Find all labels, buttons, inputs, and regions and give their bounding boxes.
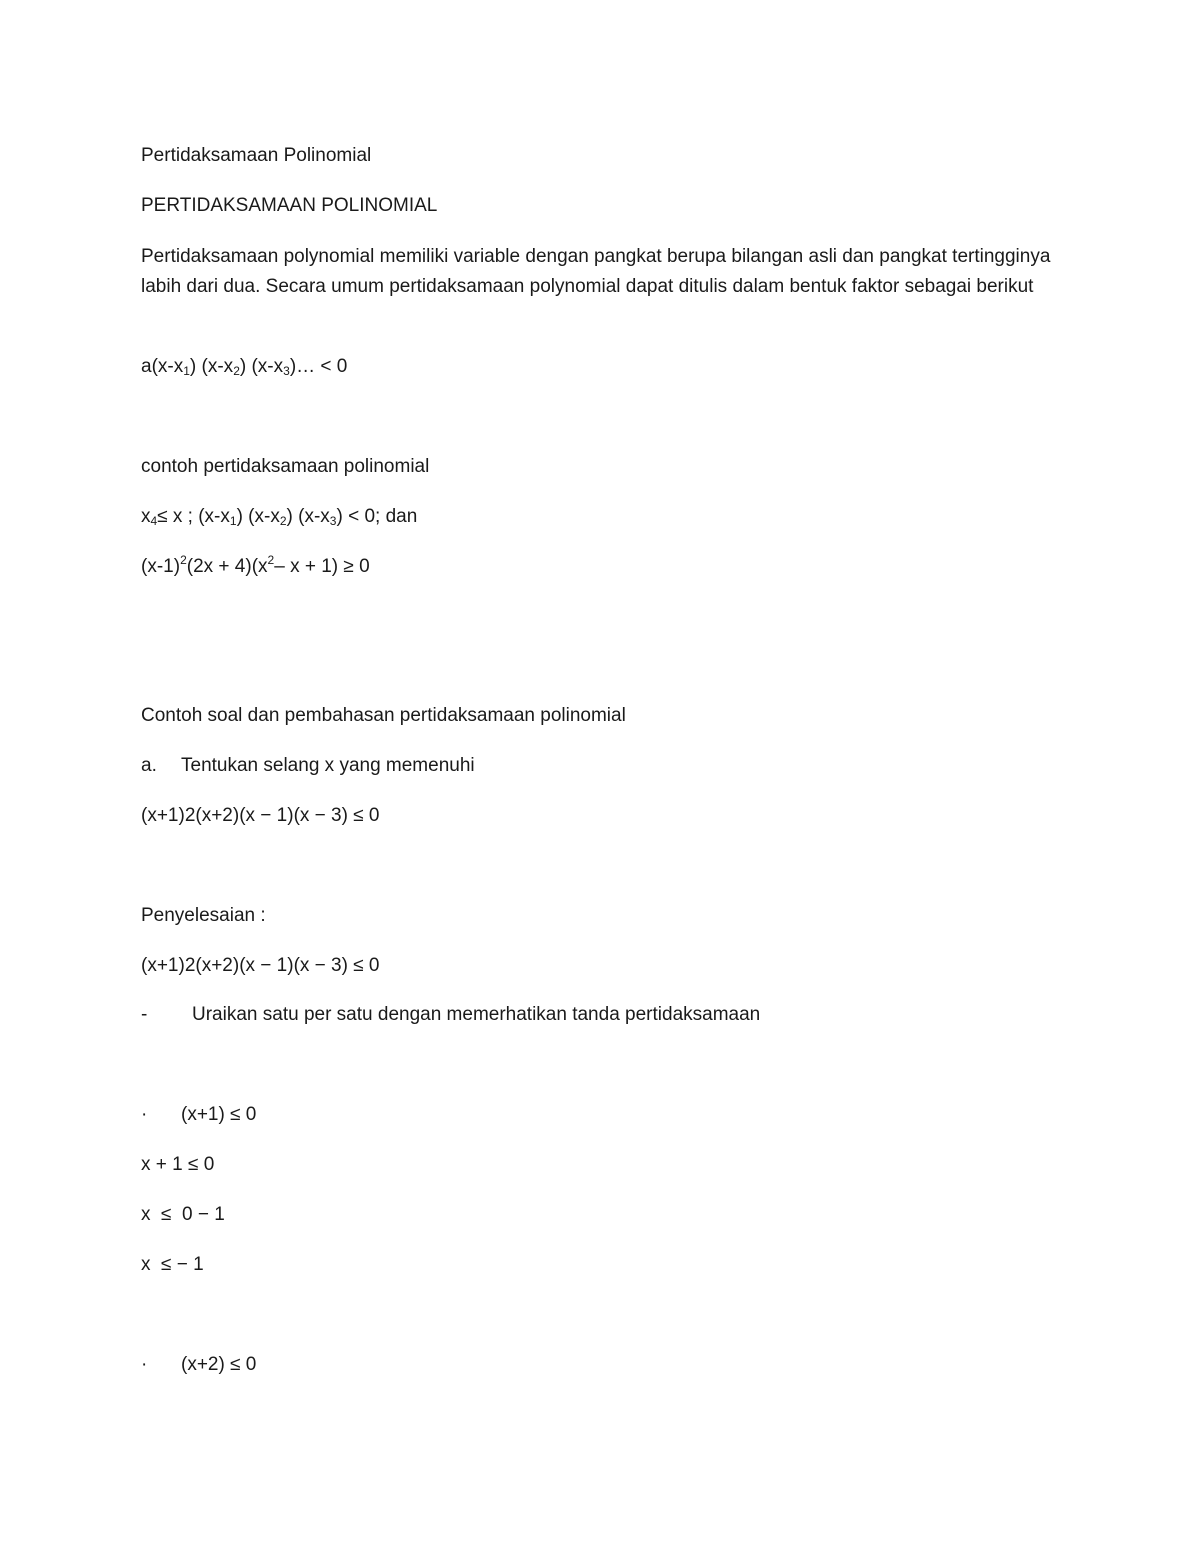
case-2-text: (x+2) ≤ 0 bbox=[181, 1354, 257, 1375]
example-formula-2: $(x-1)^2(2x + 4)(x^2-$ x + 1) ≥ 0 bbox=[141, 553, 370, 577]
problem-item-a bbox=[141, 754, 475, 778]
example-heading: contoh pertidaksamaan polinomial bbox=[141, 456, 430, 477]
case-1-line-1: x + 1 ≤ 0 bbox=[141, 1154, 215, 1175]
problem-heading: Contoh soal dan pembahasan pertidaksamaan polinomial bbox=[141, 705, 626, 726]
general-form-formula: $a(x-x_1)$ $(x-x_2)$ $(x-x_3)\dots < 0$ bbox=[141, 356, 348, 378]
case-1-line-2: x ≤ 0 − 1 bbox=[141, 1204, 225, 1225]
case-1-line-3: x ≤ − 1 bbox=[141, 1254, 204, 1275]
document-heading: PERTIDAKSAMAAN POLINOMIAL bbox=[141, 195, 438, 216]
document-title: Pertidaksamaan Polinomial bbox=[141, 145, 372, 166]
solution-label: Penyelesaian : bbox=[141, 905, 266, 926]
dash-marker: - bbox=[141, 1004, 148, 1025]
solution-expression: (x+1)2(x+2)(x − 1)(x − 3) ≤ 0 bbox=[141, 955, 380, 976]
case-2-header bbox=[141, 1353, 257, 1377]
bullet-marker: · bbox=[141, 1104, 148, 1125]
step-text: Uraikan satu per satu dengan memerhatikan tanda pertidaksamaan bbox=[192, 1004, 761, 1025]
case-1-header bbox=[141, 1103, 257, 1127]
intro-paragraph: Pertidaksamaan polynomial memiliki variable dengan pangkat berupa bilangan asli dan pangkat tertingginya labih dari dua. Secara umum pertidaksamaan polynomial dapat ditulis dalam bentuk faktor sebagai berikut bbox=[141, 246, 1051, 297]
bullet-marker: · bbox=[141, 1354, 148, 1375]
problem-expression: (x+1)2(x+2)(x − 1)(x − 3) ≤ 0 bbox=[141, 805, 380, 826]
case-1-text: (x+1) ≤ 0 bbox=[181, 1104, 257, 1125]
step-item bbox=[141, 1003, 761, 1027]
problem-a-text: Tentukan selang x yang memenuhi bbox=[181, 755, 475, 776]
list-marker: a. bbox=[141, 755, 157, 776]
example-formula-1: $x_4\le x$ ; $(x-x_1)$ $(x-x_2) (x-x_3) < 0$; dan bbox=[141, 506, 418, 528]
